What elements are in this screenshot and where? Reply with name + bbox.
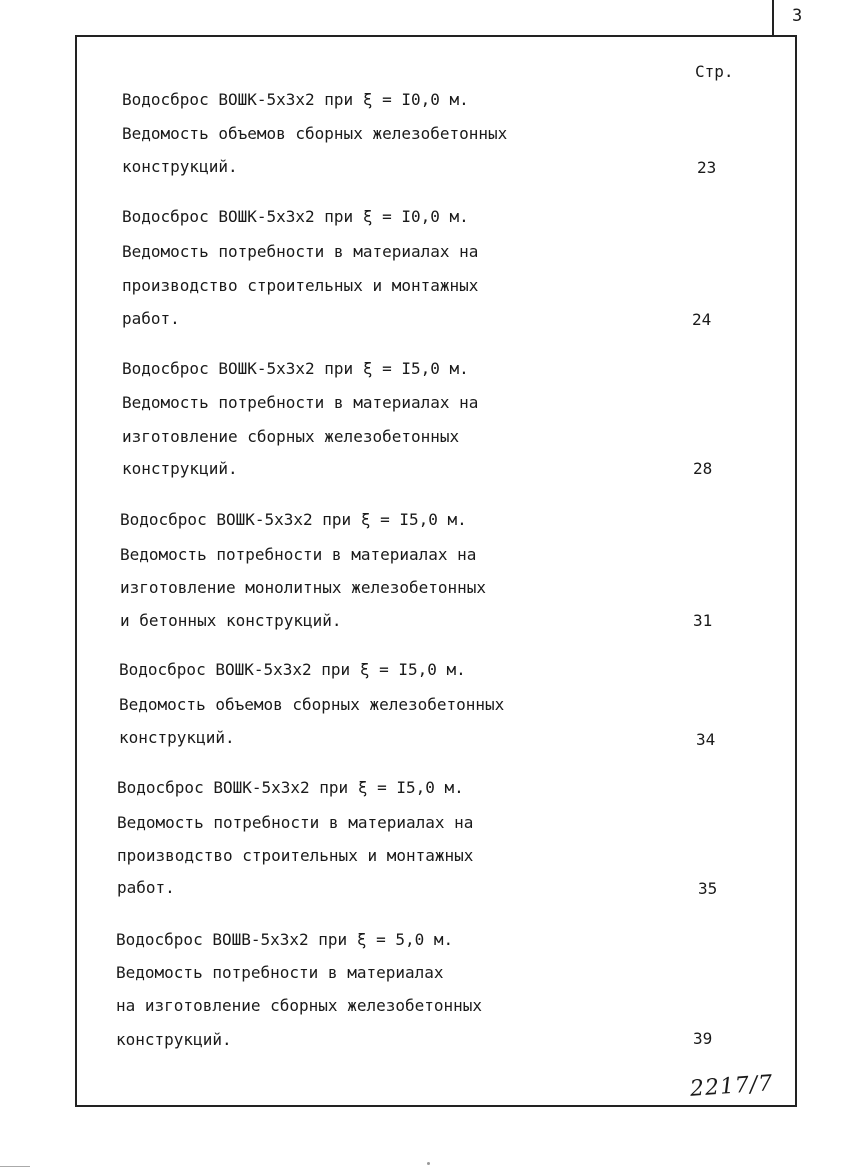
toc-entry-page: 31 bbox=[693, 611, 713, 630]
toc-entry-line: Ведомость потребности в материалах на bbox=[120, 545, 477, 564]
toc-entry-line: Ведомость объемов сборных железобетонных bbox=[119, 695, 505, 714]
toc-entry-line: работ. bbox=[117, 878, 175, 897]
toc-entry-line: Ведомость объемов сборных железобетонных bbox=[122, 124, 508, 143]
toc-entry-line: Водосброс ВОШК-5х3х2 при ξ = I0,0 м. bbox=[122, 90, 469, 109]
toc-entry-line: Водосброс ВОШК-5х3х2 при ξ = I5,0 м. bbox=[119, 660, 466, 679]
toc-entry-line: Водосброс ВОШК-5х3х2 при ξ = I5,0 м. bbox=[117, 778, 464, 797]
scan-edge-mark bbox=[0, 1166, 30, 1167]
toc-entry-line: производство строительных и монтажных bbox=[117, 846, 474, 865]
toc-entry-line: Водосброс ВОШК-5х3х2 при ξ = I5,0 м. bbox=[120, 510, 467, 529]
toc-entry-page: 24 bbox=[692, 310, 712, 329]
toc-entry-line: Водосброс ВОШВ-5х3х2 при ξ = 5,0 м. bbox=[116, 930, 454, 949]
page-number-box bbox=[772, 0, 850, 36]
toc-entry-line: Ведомость потребности в материалах bbox=[116, 963, 444, 982]
toc-entry-line: изготовление монолитных железобетонных bbox=[120, 578, 487, 597]
page-column-header: Стр. bbox=[695, 62, 734, 81]
toc-entry-page: 34 bbox=[696, 730, 716, 749]
toc-entry-line: Ведомость потребности в материалах на bbox=[117, 813, 474, 832]
page-number: 3 bbox=[792, 6, 803, 26]
toc-entry-line: работ. bbox=[122, 309, 180, 328]
toc-entry-line: конструкций. bbox=[122, 459, 238, 478]
toc-entry-page: 23 bbox=[697, 158, 717, 177]
handwritten-signature: 2217/7 bbox=[689, 1071, 775, 1102]
toc-entry-line: изготовление сборных железобетонных bbox=[122, 427, 460, 446]
toc-entry-line: конструкций. bbox=[122, 157, 238, 176]
toc-entry-line: и бетонных конструкций. bbox=[120, 611, 342, 630]
toc-entry-line: Водосброс ВОШК-5х3х2 при ξ = I5,0 м. bbox=[122, 359, 469, 378]
toc-entry-page: 28 bbox=[693, 459, 713, 478]
toc-entry-line: Ведомость потребности в материалах на bbox=[122, 242, 479, 261]
toc-entry-line: производство строительных и монтажных bbox=[122, 276, 479, 295]
toc-entry-page: 35 bbox=[698, 879, 718, 898]
toc-entry-line: конструкций. bbox=[119, 728, 235, 747]
scan-speck bbox=[427, 1162, 430, 1165]
toc-entry-page: 39 bbox=[693, 1029, 713, 1048]
toc-entry-line: на изготовление сборных железобетонных bbox=[116, 996, 483, 1015]
toc-entry-line: Ведомость потребности в материалах на bbox=[122, 393, 479, 412]
toc-entry-line: Водосброс ВОШК-5х3х2 при ξ = I0,0 м. bbox=[122, 207, 469, 226]
toc-entry-line: конструкций. bbox=[116, 1030, 232, 1049]
